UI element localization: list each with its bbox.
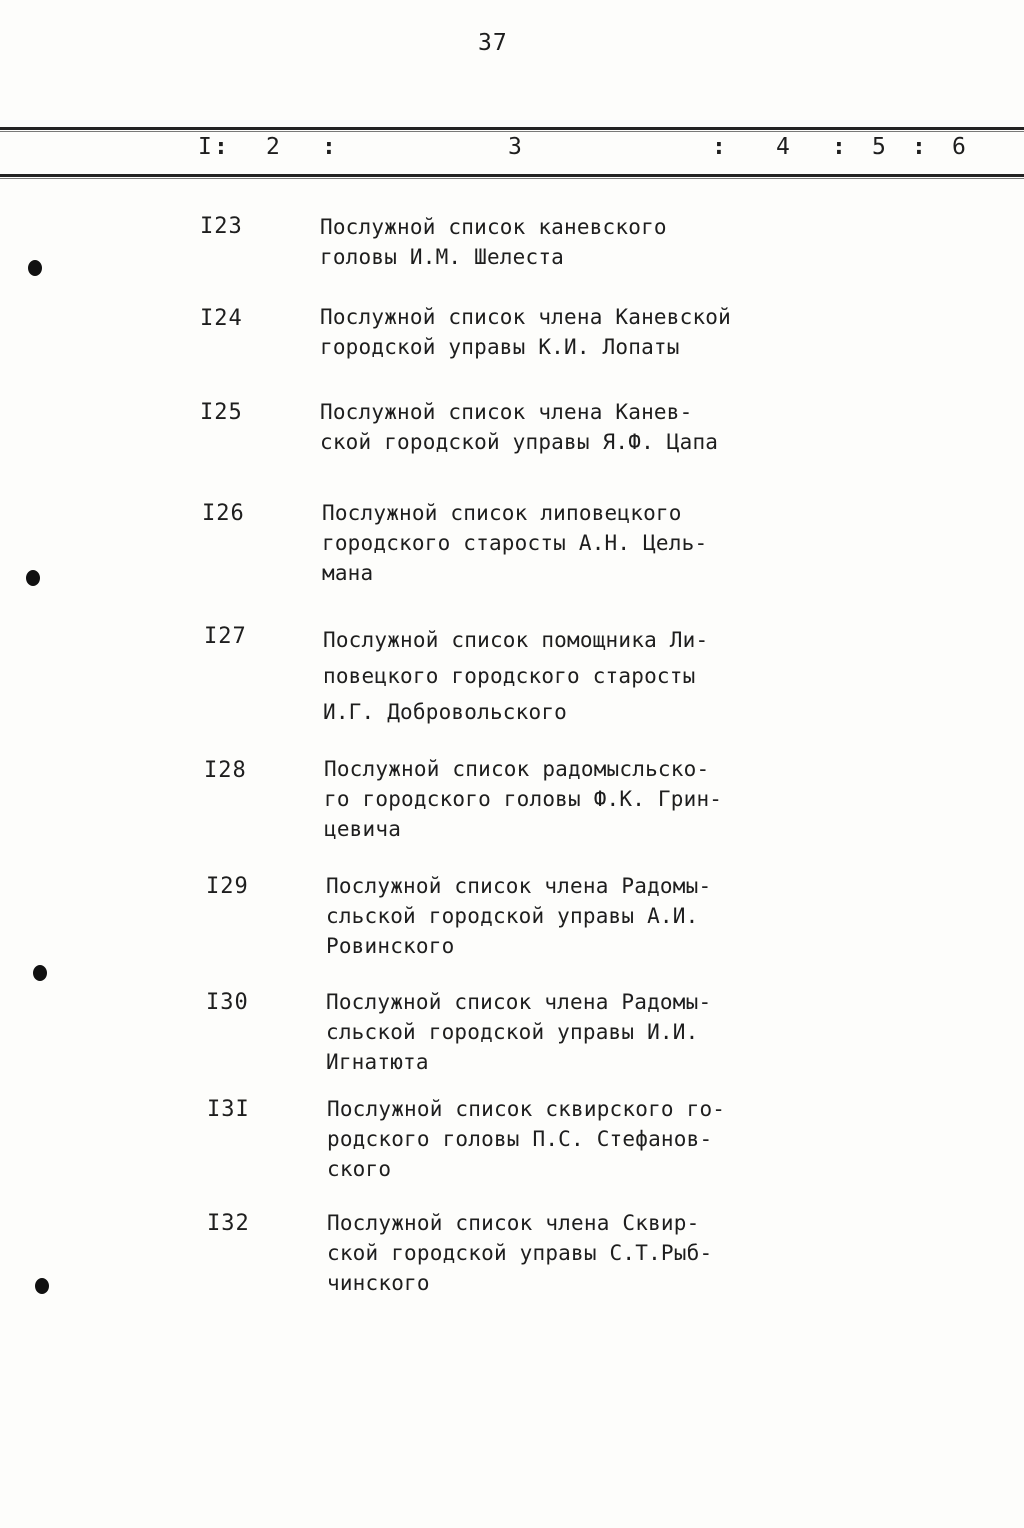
header-rule-bottom bbox=[0, 174, 1024, 177]
record-number: I3I bbox=[207, 1097, 250, 1122]
header-rule-top bbox=[0, 127, 1024, 130]
punch-hole-mark bbox=[33, 965, 47, 981]
record-title: Послужной список липовецкого городского старосты А.Н. Цель- мана bbox=[322, 501, 708, 585]
column-separator: : bbox=[832, 134, 846, 160]
record-title: Послужной список члена Радомы- сльской городской управы И.И. Игнатюта bbox=[326, 990, 712, 1074]
record-title: Послужной список члена Каневской городской управы К.И. Лопаты bbox=[320, 305, 731, 359]
column-separator: : bbox=[214, 134, 228, 160]
record-number: I24 bbox=[200, 306, 243, 331]
header-rule-bottom-thin bbox=[0, 178, 1024, 179]
column-header-4: 4 bbox=[776, 134, 790, 160]
page-number: 37 bbox=[478, 30, 508, 56]
record-title: Послужной список члена Сквир- ской городской управы С.Т.Рыб- чинского bbox=[327, 1211, 713, 1295]
record-number: I32 bbox=[207, 1211, 250, 1236]
column-header-2: 2 bbox=[266, 134, 280, 160]
column-separator: : bbox=[912, 134, 926, 160]
record-title: Послужной список члена Канев- ской городской управы Я.Ф. Цапа bbox=[320, 400, 719, 454]
column-separator: : bbox=[712, 134, 726, 160]
column-header-3: 3 bbox=[508, 134, 522, 160]
record-title: Послужной список члена Радомы- сльской городской управы А.И. Ровинского bbox=[326, 874, 712, 958]
column-header-1: I bbox=[198, 134, 212, 160]
record-number: I30 bbox=[206, 990, 249, 1015]
punch-hole-mark bbox=[26, 570, 40, 586]
record-number: I26 bbox=[202, 501, 245, 526]
record-title: Послужной список радомысльско- го городского головы Ф.К. Грин- цевича bbox=[324, 757, 723, 841]
punch-hole-mark bbox=[28, 260, 42, 276]
column-separator: : bbox=[322, 134, 336, 160]
column-header-5: 5 bbox=[872, 134, 886, 160]
record-title: Послужной список каневского головы И.М. Шелеста bbox=[320, 215, 667, 269]
record-title: Послужной список помощника Ли- повецкого городского старосты И.Г. Добровольского bbox=[323, 628, 709, 724]
record-number: I23 bbox=[200, 214, 243, 239]
punch-hole-mark bbox=[35, 1278, 49, 1294]
record-number: I29 bbox=[206, 874, 249, 899]
record-number: I25 bbox=[200, 400, 243, 425]
record-number: I27 bbox=[204, 624, 247, 649]
column-header-6: 6 bbox=[952, 134, 966, 160]
record-title: Послужной список сквирского го- родского головы П.С. Стефанов- ского bbox=[327, 1097, 726, 1181]
record-number: I28 bbox=[204, 758, 247, 783]
